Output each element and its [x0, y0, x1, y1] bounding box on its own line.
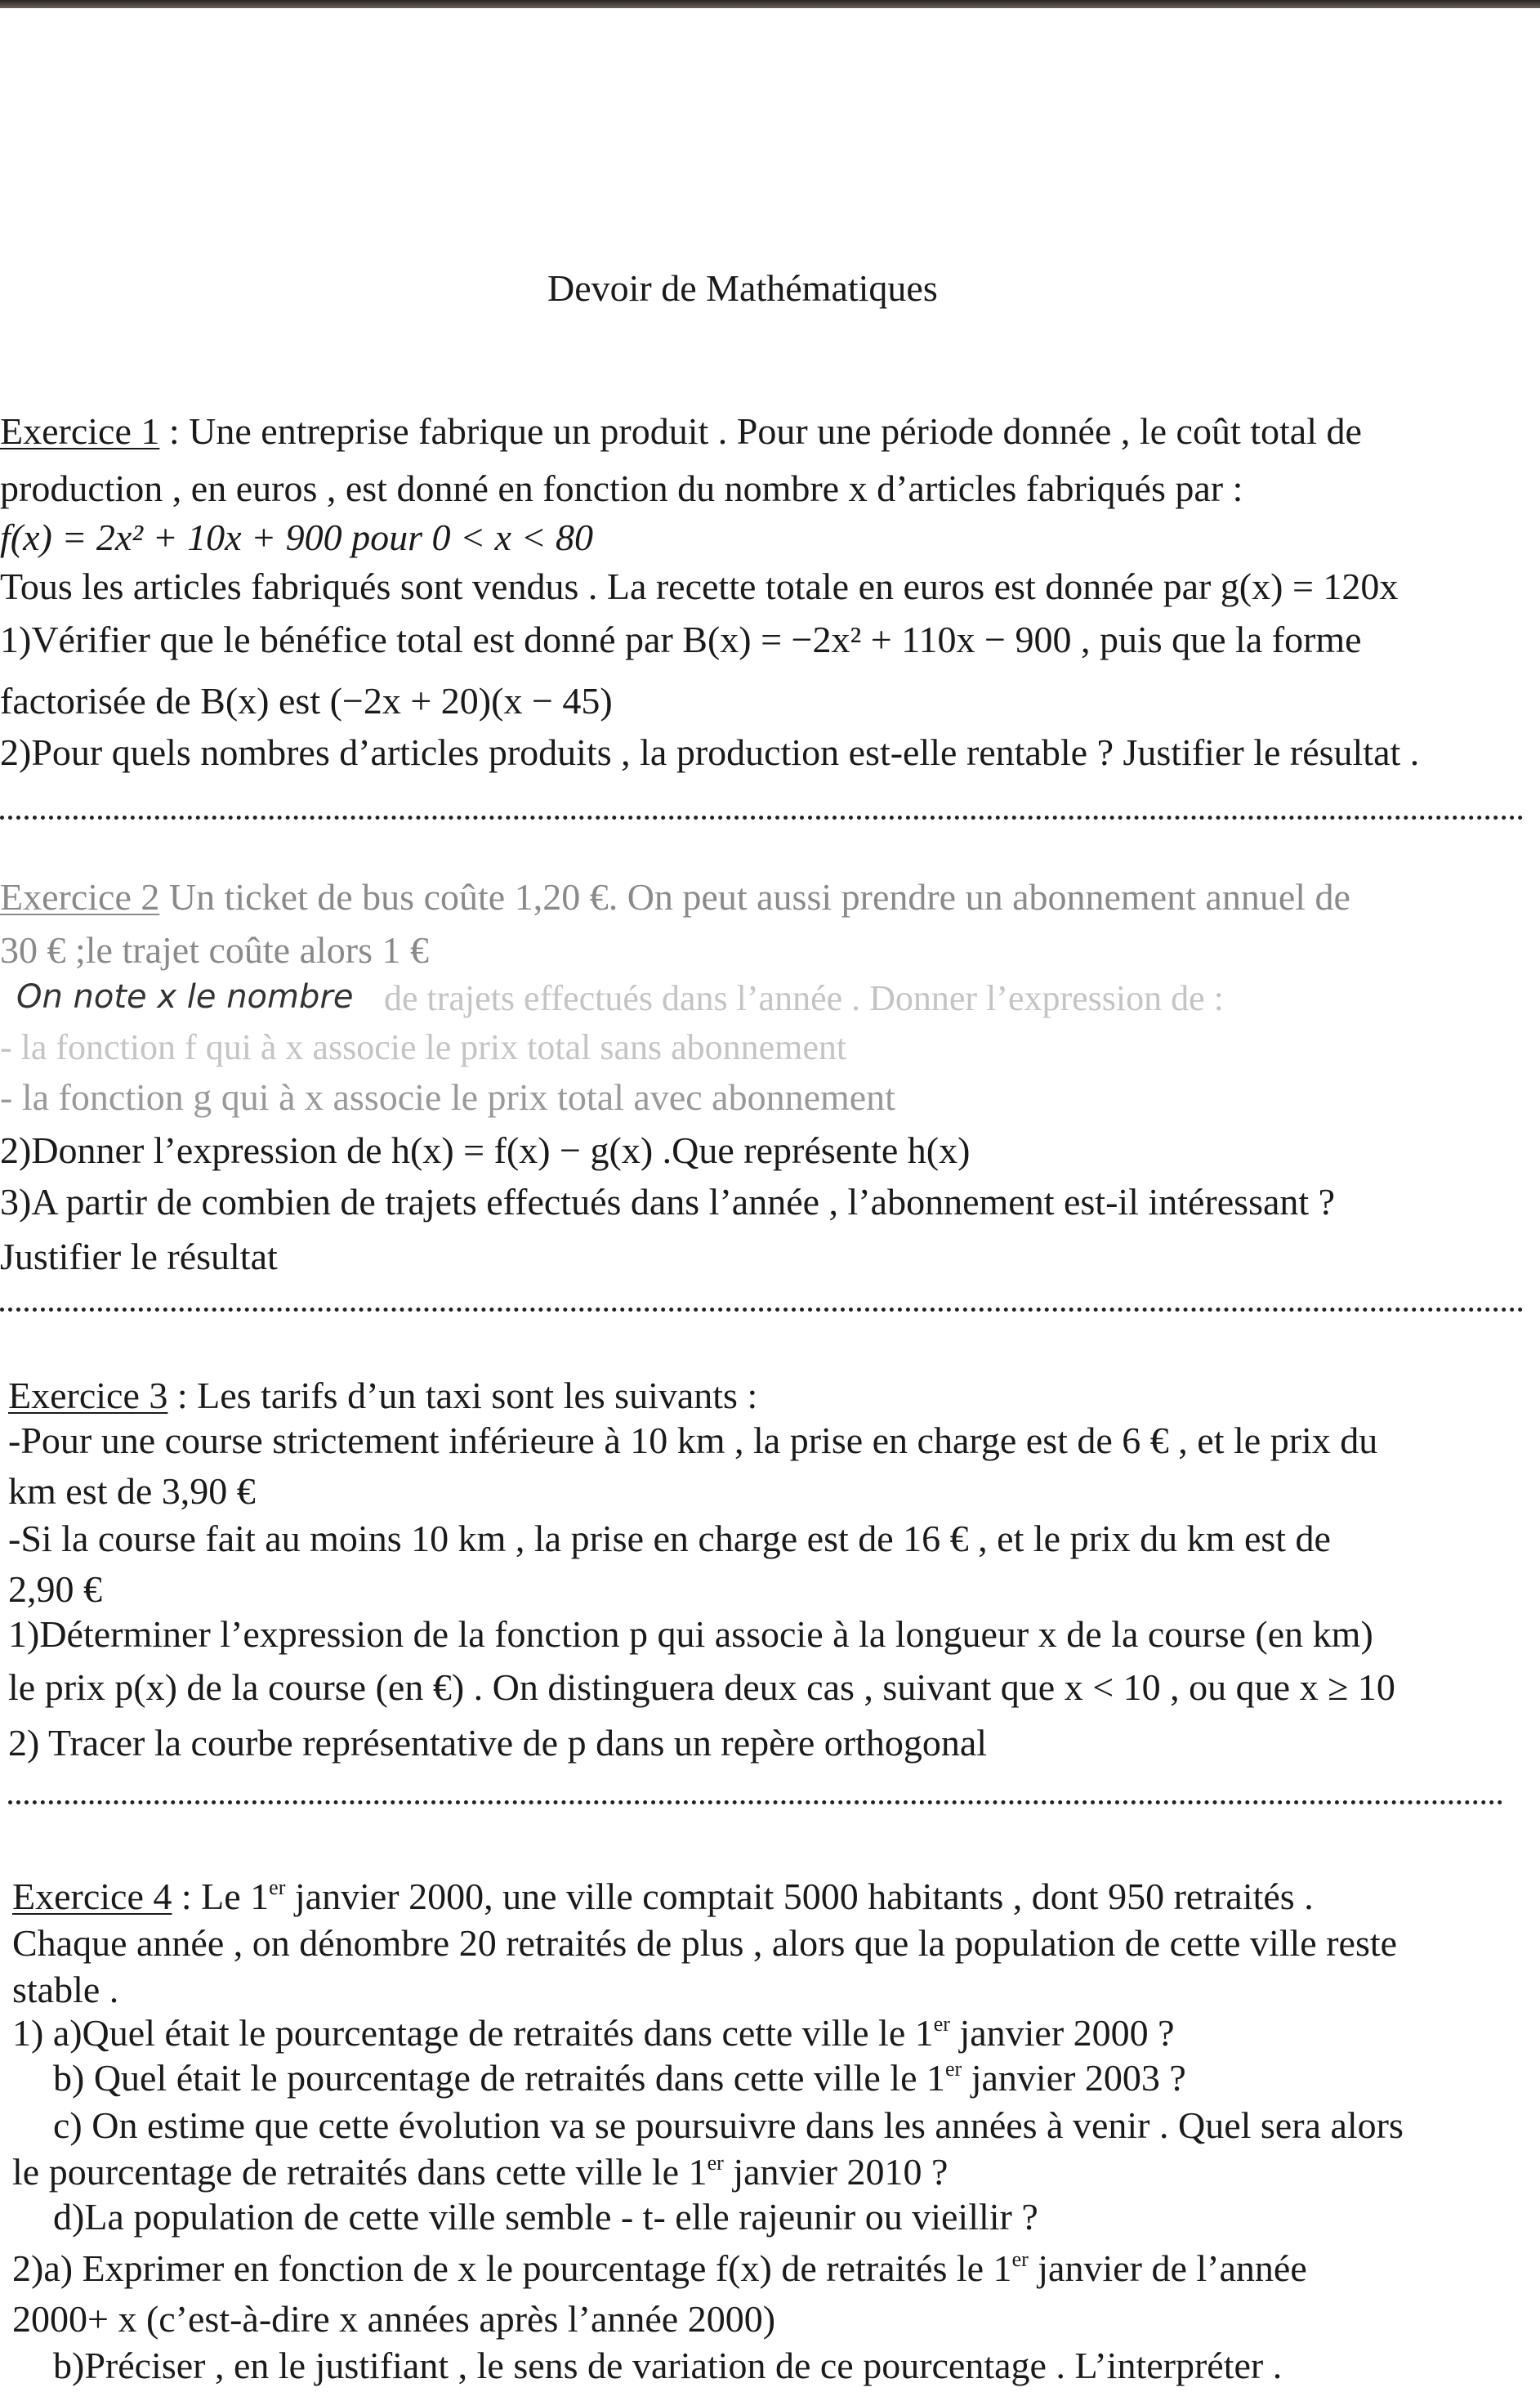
ex4-question-2a-cont: 2000+ x (c’est-à-dire x années après l’année 2000) — [12, 2298, 776, 2340]
ex4-question-2a: 2)a) Exprimer en fonction de x le pourcentage f(x) de retraités le 1er janvier de l’année — [12, 2247, 1307, 2289]
ex1-line-7: 2)Pour quels nombres d’articles produits , la production est-elle rentable ? Justifier le résultat . — [0, 731, 1420, 773]
ex3-line-7: le prix p(x) de la course (en €) . On distinguera deux cas , suivant que x < 10 , ou que x ≥ 10 — [8, 1666, 1395, 1708]
ex2-line-3: de trajets effectués dans l’année . Donner l’expression de : — [384, 978, 1224, 1018]
ex1-line-1: Exercice 1 : Une entreprise fabrique un produit . Pour une période donnée , le coût total de — [0, 410, 1362, 452]
ex3-line-5: 2,90 € — [8, 1568, 102, 1610]
ex1-line-5: 1)Vérifier que le bénéfice total est donné par B(x) = −2x² + 110x − 900 , puis que la forme — [0, 619, 1362, 660]
ex2-line-8: Justifier le résultat — [0, 1236, 278, 1277]
ex3-label: Exercice 3 — [8, 1375, 168, 1416]
ex3-dotted-separator — [8, 1800, 1503, 1804]
ex3-line-6: 1)Déterminer l’expression de la fonction p qui associe à la longueur x de la course (en km) — [8, 1613, 1373, 1655]
ex4-line-3: stable . — [12, 1969, 119, 2010]
ex4-line-2: Chaque année , on dénombre 20 retraités de plus , alors que la population de cette ville reste — [12, 1922, 1398, 1964]
page-title: Devoir de Mathématiques — [547, 267, 938, 309]
ex4-question-1d: d)La population de cette ville semble - t- elle rajeunir ou vieillir ? — [53, 2196, 1038, 2238]
ex3-line-3: km est de 3,90 € — [8, 1470, 256, 1512]
ex2-line-4: - la fonction f qui à x associe le prix total sans abonnement — [0, 1027, 847, 1067]
ex4-question-1a: 1) a)Quel était le pourcentage de retraités dans cette ville le 1er janvier 2000 ? — [12, 2012, 1175, 2054]
ex1-line-4: Tous les articles fabriqués sont vendus . La recette totale en euros est donnée par g(x) = 120x — [0, 566, 1399, 607]
ex4-question-1c-cont: le pourcentage de retraités dans cette ville le 1er janvier 2010 ? — [12, 2151, 949, 2193]
ex2-line-6: 2)Donner l’expression de h(x) = f(x) − g(x) .Que représente h(x) — [0, 1129, 971, 1171]
ex2-line-7: 3)A partir de combien de trajets effectués dans l’année , l’abonnement est-il intéressant ? — [0, 1181, 1336, 1223]
ex1-line-3: f(x) = 2x² + 10x + 900 pour 0 < x < 80 — [0, 516, 593, 558]
ex2-dotted-separator — [0, 1308, 1524, 1312]
ex2-line-5: - la fonction g qui à x associe le prix total avec abonnement — [0, 1076, 895, 1118]
ex1-line-6: factorisée de B(x) est (−2x + 20)(x − 45) — [0, 680, 613, 722]
ex2-line-2: 30 € ;le trajet coûte alors 1 € — [0, 929, 430, 971]
ex1-dotted-separator — [0, 816, 1524, 820]
ex4-line-1: Exercice 4 : Le 1er janvier 2000, une ville comptait 5000 habitants , dont 950 retraités . — [12, 1876, 1314, 1917]
ex4-label: Exercice 4 — [12, 1876, 172, 1917]
ex3-line-2: -Pour une course strictement inférieure à 10 km , la prise en charge est de 6 € , et le prix du — [8, 1420, 1378, 1461]
ex3-line-1: Exercice 3 : Les tarifs d’un taxi sont les suivants : — [8, 1375, 758, 1416]
ex2-line-1: Exercice 2 Un ticket de bus coûte 1,20 €. On peut aussi prendre un abonnement annuel de — [0, 876, 1350, 918]
ex2-label: Exercice 2 — [0, 876, 160, 918]
ex3-line-8: 2) Tracer la courbe représentative de p dans un repère orthogonal — [8, 1722, 988, 1764]
ex1-line-2: production , en euros , est donné en fonction du nombre x d’articles fabriqués par : — [0, 467, 1243, 509]
ex2-handwritten-note: On note x le nombre — [16, 978, 354, 1016]
ex4-question-1c: c) On estime que cette évolution va se poursuivre dans les années à venir . Quel sera alors — [53, 2104, 1404, 2146]
scan-top-edge — [0, 0, 1540, 8]
ex3-line-4: -Si la course fait au moins 10 km , la prise en charge est de 16 € , et le prix du km est de — [8, 1518, 1331, 1559]
ex4-question-1b: b) Quel était le pourcentage de retraités dans cette ville le 1er janvier 2003 ? — [53, 2057, 1186, 2099]
ex4-question-2b: b)Préciser , en le justifiant , le sens de variation de ce pourcentage . L’interpréter . — [53, 2345, 1283, 2386]
ex1-label: Exercice 1 — [0, 410, 160, 452]
